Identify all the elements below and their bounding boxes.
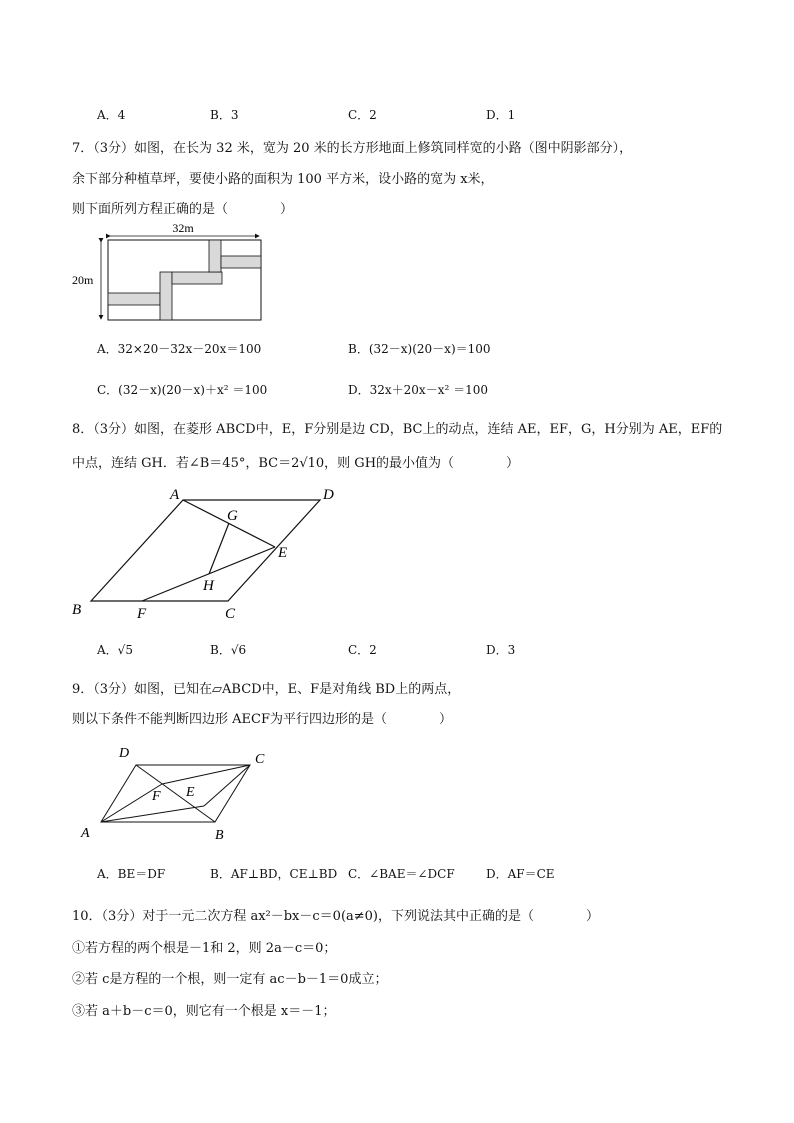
label-d: D bbox=[119, 746, 130, 761]
q9-stem-line-2: 则以下条件不能判断四边形 AECF为平行四边形的是（ ） bbox=[72, 712, 452, 727]
q8-option-a: A．√5 bbox=[97, 643, 133, 657]
label-e: E bbox=[186, 785, 195, 800]
road-segment bbox=[172, 272, 222, 284]
label-h: H bbox=[203, 578, 214, 594]
label-c: C bbox=[255, 752, 265, 767]
label-c: C bbox=[225, 606, 236, 622]
q8-option-d: D．3 bbox=[486, 643, 516, 657]
road-segment bbox=[221, 256, 261, 268]
label-a: A bbox=[81, 826, 90, 841]
q8-stem-line-2: 中点，连结 GH．若∠B＝45°，BC＝2√10，则 GH的最小值为（ ） bbox=[72, 456, 520, 471]
q6-option-d: D．1 bbox=[486, 108, 516, 122]
q9-option-c: C．∠BAE＝∠DCF bbox=[348, 867, 455, 881]
q7-stem-line-1: 7．（3分）如图，在长为 32 米，宽为 20 米的长方形地面上修筑同样宽的小路（图中阴影部分）， bbox=[72, 141, 633, 156]
q7-rectangle-figure bbox=[70, 220, 280, 325]
road-segment bbox=[209, 240, 221, 272]
diagonal-bd bbox=[136, 765, 215, 822]
q8-option-c: C．2 bbox=[348, 643, 377, 657]
q7-stem-line-2: 余下部分种植草坪，要使小路的面积为 100 平方米，设小路的宽为 x米， bbox=[72, 172, 494, 187]
label-g: G bbox=[227, 508, 238, 524]
q6-option-a: A．4 bbox=[97, 108, 126, 122]
label-f: F bbox=[152, 789, 161, 804]
q7-option-a: A．32×20－32x－20x＝100 bbox=[97, 342, 262, 356]
label-d: D bbox=[323, 487, 334, 503]
q9-option-b: B．AF⊥BD，CE⊥BD bbox=[210, 867, 338, 881]
q9-option-a: A．BE＝DF bbox=[97, 867, 166, 881]
q7-option-d: D．32x＋20x－x² ＝100 bbox=[348, 383, 488, 397]
q7-stem-line-3: 则下面所列方程正确的是（ ） bbox=[72, 202, 294, 217]
segment-cf bbox=[162, 765, 250, 784]
q8-option-b: B．√6 bbox=[210, 643, 247, 657]
segment-ae bbox=[101, 806, 204, 822]
segment-ce bbox=[204, 765, 250, 806]
label-b: B bbox=[72, 602, 82, 618]
q10-statement-3: ③若 a＋b－c＝0，则它有一个根是 x＝－1； bbox=[72, 1004, 336, 1019]
q10-statement-1: ①若方程的两个根是－1和 2，则 2a－c＝0； bbox=[72, 941, 337, 956]
q7-option-b: B．(32－x)(20－x)＝100 bbox=[348, 342, 491, 356]
label-b: B bbox=[215, 828, 224, 842]
width-label: 32m bbox=[172, 221, 194, 235]
q8-stem-line-1: 8．（3分）如图，在菱形 ABCD中，E，F分别是边 CD，BC上的动点，连结 AE，EF，G，H分别为 AE，EF的 bbox=[72, 422, 723, 437]
q8-rhombus-figure bbox=[62, 480, 352, 625]
q9-stem-line-1: 9．（3分）如图，已知在▱ABCD中，E、F是对角线 BD上的两点， bbox=[72, 682, 461, 697]
road-segment bbox=[160, 272, 172, 320]
height-label: 20m bbox=[72, 273, 94, 287]
q9-option-d: D．AF＝CE bbox=[486, 867, 555, 881]
label-e: E bbox=[278, 545, 288, 561]
q10-statement-2: ②若 c是方程的一个根，则一定有 ac－b－1＝0成立； bbox=[72, 972, 388, 987]
q6-option-c: C．2 bbox=[348, 108, 377, 122]
q6-option-b: B．3 bbox=[210, 108, 239, 122]
q7-option-c: C．(32－x)(20－x)＋x² ＝100 bbox=[97, 383, 268, 397]
road-segment bbox=[108, 293, 160, 305]
q9-parallelogram-figure bbox=[76, 738, 276, 842]
label-a: A bbox=[170, 487, 180, 503]
q10-stem: 10．（3分）对于一元二次方程 ax²－bx－c＝0(a≠0)，下列说法其中正确的是（ ） bbox=[72, 909, 600, 924]
label-f: F bbox=[137, 606, 147, 622]
